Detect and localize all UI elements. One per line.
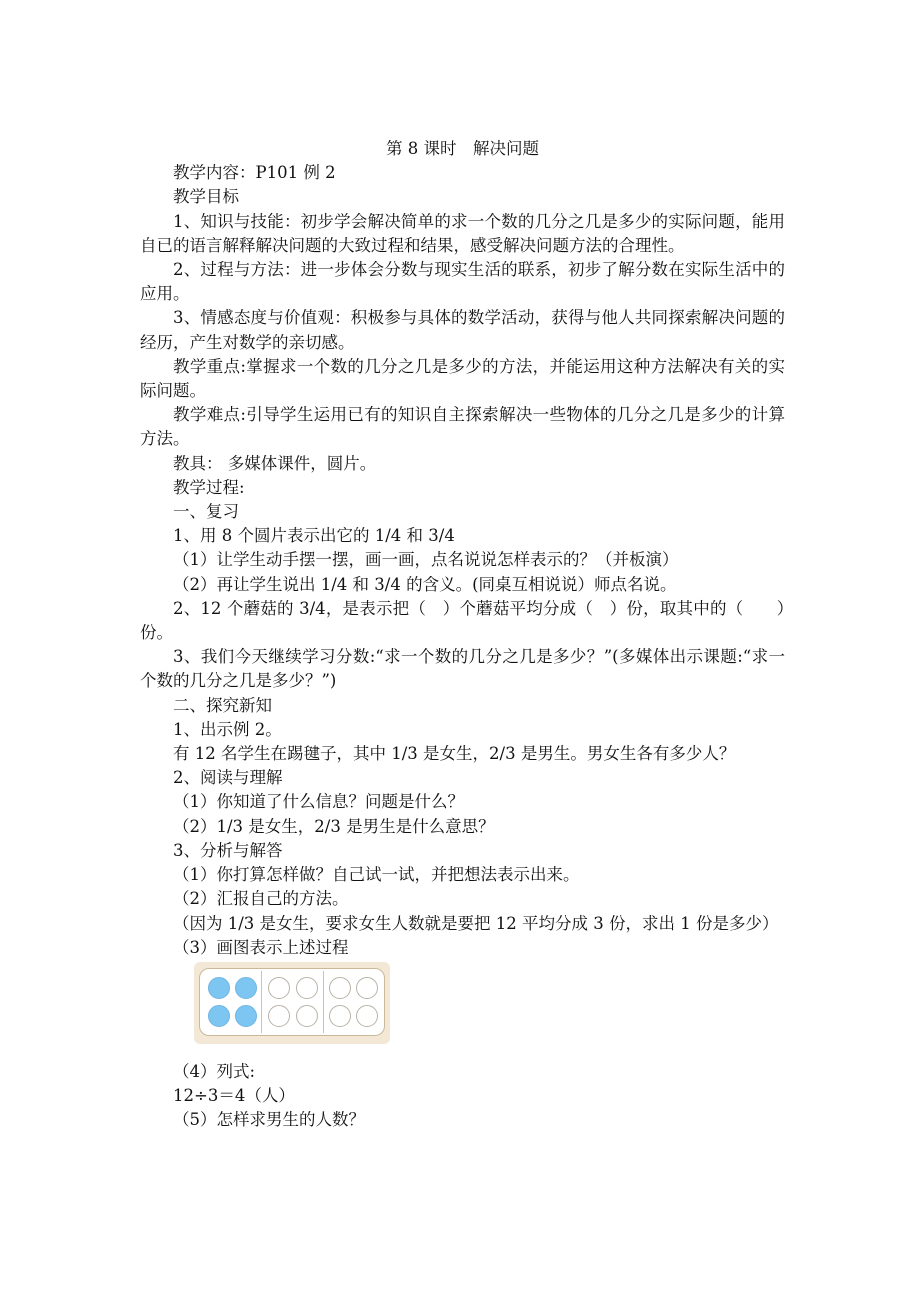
paragraph: （4）列式: [173, 1061, 256, 1081]
empty-circle [356, 977, 378, 999]
filled-circle [208, 1005, 230, 1027]
paragraph: 教学内容：P101 例 2 [173, 163, 336, 183]
paragraph: 教学过程: [173, 477, 245, 497]
paragraph: （2）汇报自己的方法。 [173, 889, 349, 909]
lesson-title: 第 8 课时 解决问题 [386, 139, 539, 158]
paragraph: 教具： 多媒体课件，圆片。 [173, 453, 377, 473]
empty-circle [356, 1005, 378, 1027]
paragraph: 3、我们今天继续学习分数:“求一个数的几分之几是多少？”(多媒体出示课题:“求一个数的几分之几是多少？”) [140, 647, 785, 691]
empty-circle [329, 1005, 351, 1027]
paragraph: （2）1/3 是女生，2/3 是男生是什么意思？ [173, 816, 495, 836]
filled-circle [208, 977, 230, 999]
group-divider [323, 971, 324, 1033]
filled-circle [235, 1005, 257, 1027]
empty-circle [296, 1005, 318, 1027]
paragraph: 1、知识与技能：初步学会解决简单的求一个数的几分之几是多少的实际问题，能用自已的语言解释解决问题的大致过程和结果，感受解决问题方法的合理性。 [140, 211, 785, 255]
paragraph: （1）你打算怎样做？自己试一试，并把想法表示出来。 [173, 865, 580, 885]
paragraph: 1、用 8 个圆片表示出它的 1/4 和 3/4 [173, 526, 455, 546]
paragraph: （5）怎样求男生的人数？ [173, 1110, 365, 1130]
circle-grouping-figure [194, 962, 390, 1044]
paragraphs-top [140, 161, 785, 960]
paragraph: （1）你知道了什么信息？问题是什么？ [173, 792, 464, 812]
paragraph: 3、分析与解答 [173, 840, 283, 860]
paragraph: 2、过程与方法：进一步体会分数与现实生活的联系，初步了解分数在实际生活中的应用。 [140, 260, 785, 304]
paragraph: 二、探究新知 [173, 695, 272, 715]
empty-circle [268, 1005, 290, 1027]
paragraph: 1、出示例 2。 [173, 719, 282, 739]
paragraph: 3、情感态度与价值观：积极参与具体的数学活动，获得与他人共同探索解决问题的经历，产生对数学的亲切感。 [140, 308, 785, 352]
group-divider [261, 971, 262, 1033]
paragraph: （3）画图表示上述过程 [173, 937, 349, 957]
empty-circle [268, 977, 290, 999]
filled-circle [235, 977, 257, 999]
paragraph: （因为 1/3 是女生，要求女生人数就是要把 12 平均分成 3 份，求出 1 份是多少） [173, 913, 779, 933]
paragraph: （2）再让学生说出 1/4 和 3/4 的含义。(同桌互相说说）师点名说。 [173, 574, 677, 594]
paragraph: 有 12 名学生在踢毽子，其中 1/3 是女生，2/3 是男生。男女生各有多少人？ [173, 744, 736, 764]
paragraph: 2、阅读与理解 [173, 768, 283, 788]
paragraph: 教学目标 [173, 187, 239, 207]
paragraph: 教学难点:引导学生运用已有的知识自主探索解决一些物体的几分之几是多少的计算方法。 [140, 405, 785, 449]
document-page [140, 137, 785, 1133]
paragraph: 一、复习 [173, 502, 239, 522]
paragraph: 12÷3＝4（人） [173, 1086, 295, 1106]
paragraphs-bottom [140, 1060, 785, 1133]
paragraph: （1）让学生动手摆一摆，画一画，点名说说怎样表示的？（并板演） [173, 550, 679, 570]
figure-frame [199, 968, 385, 1036]
paragraph: 2、12 个蘑菇的 3/4，是表示把（ ）个蘑菇平均分成（ ）份，取其中的（ ）份。 [140, 598, 785, 643]
empty-circle [329, 977, 351, 999]
empty-circle [296, 977, 318, 999]
paragraph: 教学重点:掌握求一个数的几分之几是多少的方法，并能运用这种方法解决有关的实际问题。 [140, 356, 785, 401]
